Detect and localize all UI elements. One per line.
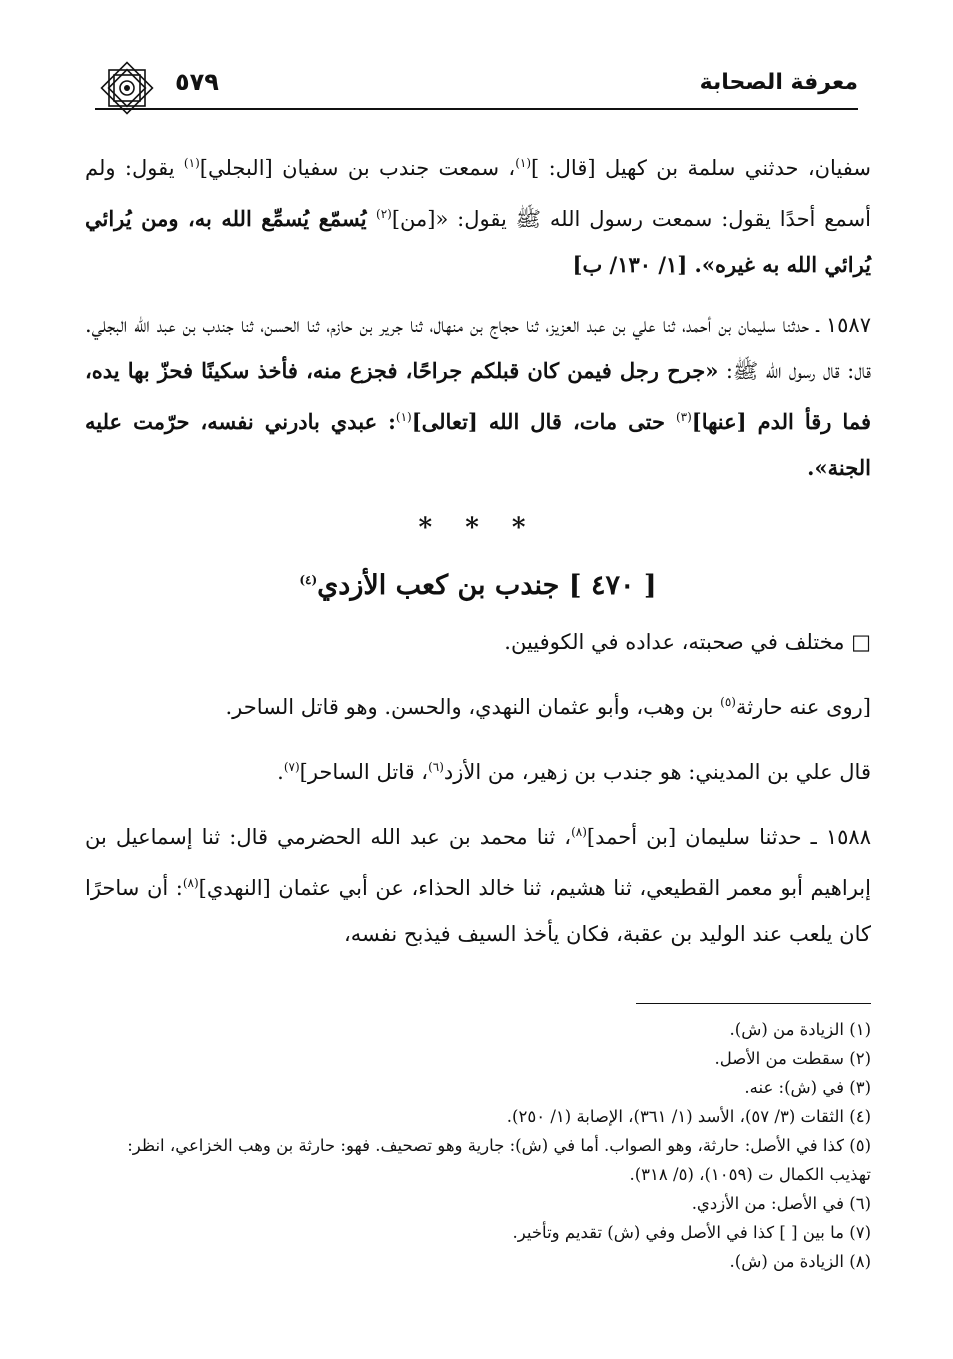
biography-note: □ مختلف في صحبته، عداده في الكوفيين. [504, 630, 871, 654]
footnote-3: (٣) في (ش): عنه. [744, 1078, 871, 1097]
paragraph-1: سفيان، حدثني سلمة بن كهيل [قال: ]$^{(١)}$، سمعت جندب بن سفيان [البجلي]$^{(١)}$ يقول: ولم أسمع أحدًا يقول: سمعت رسول الله ﷺ يقول: «[من]$^{(٢)}$ يُسمّع يُسمِّع الله به، ومن يُرائي يُرائي الله به غيره». [١/ ١٣٠/ ب] [85, 156, 871, 277]
page-header [95, 60, 858, 106]
hadith-1587: ١٥٨٧ ـ حدثنا سليمان بن أحمد، ثنا علي بن عبد العزيز، ثنا حجاج بن منهال، ثنا جرير بن حازم، ثنا الحسن، ثنا جندب بن عبد الله البجلي. قال: قال رسول الله ﷺ: «جرح رجل فيمن كان قبلكم جراحًا، فجزع منه، فأخذ سكينًا فحزّ بها يده، فما رقأ الدم [عنها]$^{(٣)}$ حتى مات، قال الله [تعالى]$^{(١)}$: عبدي بادرني نفسه، حرّمت عليه الجنة». [85, 313, 871, 480]
section-separator: * * * [418, 513, 538, 543]
madini-quote: قال علي بن المديني: هو جندب بن زهير، من الأزد$^{(٦)}$، قاتل الساحر]$^{(٧)}$. [277, 760, 871, 784]
footnote-8: (٨) الزيادة من (ش). [729, 1252, 871, 1271]
footnote-6: (٦) في الأصل: من الأزدي. [691, 1194, 871, 1213]
page-number: ٥٧٩ [175, 68, 219, 96]
footnote-5: (٥) كذا في الأصل: حارثة، وهو الصواب. أما في (ش): جارية وهو تصحيف. فهو: حارثة بن وهب الخزاعي، انظر: تهذيب الكمال ت (١٠٥٩)، (٥/ ٣١٨). [127, 1136, 871, 1184]
footnote-4: (٤) الثقات (٣/ ٥٧)، الأسد (١/ ٣٦١)، الإصابة (١/ ٢٥٠). [506, 1107, 871, 1126]
star-rosette-icon [95, 56, 159, 120]
main-text [85, 140, 871, 971]
header-divider [95, 108, 858, 110]
chapter-title: [ ٤٧٠ ] جندب بن كعب الأزدي$^{(٤)}$ [299, 570, 657, 601]
footnotes [85, 1015, 871, 1276]
footnote-2: (٢) سقطت من الأصل. [714, 1049, 871, 1068]
hadith-1588: ١٥٨٨ ـ حدثنا سليمان [بن أحمد]$^{(٨)}$، ثنا محمد بن عبد الله الحضرمي قال: ثنا إسماعيل بن إبراهيم أبو معمر القطيعي، ثنا هشيم، ثنا خالد الحذاء، عن أبي عثمان [النهدي]$^{(٨)}$: أن ساحرًا كان يلعب عند الوليد بن عقبة، فكان يأخذ السيف فيذبح نفسه، [85, 825, 871, 946]
book-title: معرفة الصحابة [699, 70, 858, 95]
footnote-1: (١) الزيادة من (ش). [729, 1020, 871, 1039]
narrators-paragraph: [روى عنه حارثة$^{(٥)}$ بن وهب، وأبو عثمان النهدي، والحسن. وهو قاتل الساحر. [225, 695, 871, 719]
footnote-7: (٧) ما بين [ ] كذا في الأصل وفي (ش) تقديم وتأخير. [512, 1223, 871, 1242]
footnote-divider [636, 1003, 871, 1004]
